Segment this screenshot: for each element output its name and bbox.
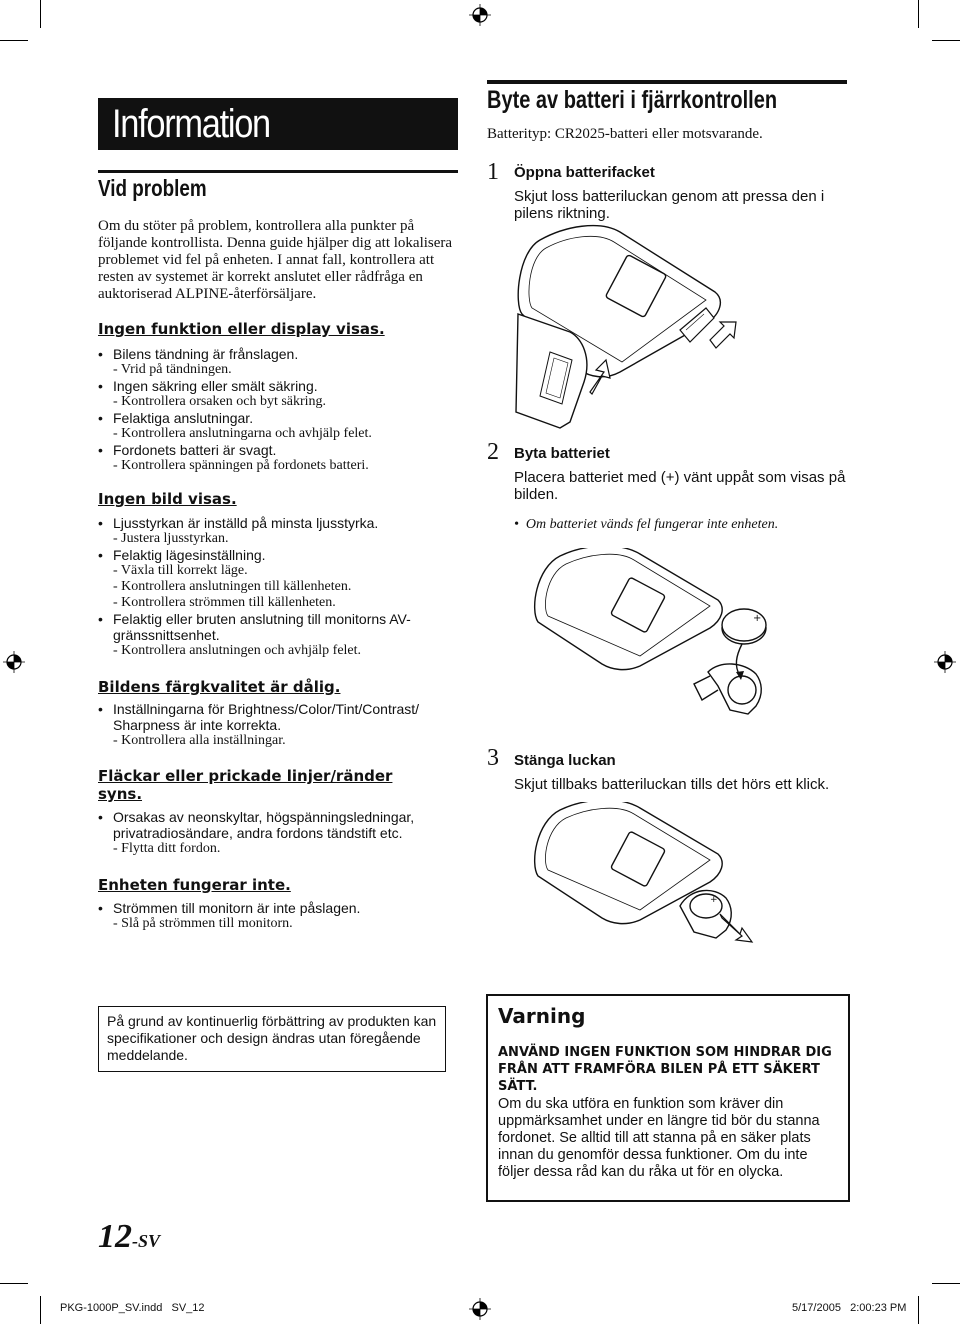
step-note	[514, 517, 778, 533]
bullet-icon: •	[514, 517, 526, 532]
remedy-item: - Kontrollera spänningen på fordonets batteri.	[113, 458, 369, 473]
problem-title: Ingen funktion eller display visas.	[98, 320, 385, 338]
page-number-suffix: -SV	[132, 1231, 161, 1251]
bullet-item: • Felaktig lägesinställning.	[113, 547, 266, 563]
plus-label: +	[753, 613, 762, 624]
remedy-item: - Slå på strömmen till monitorn.	[113, 916, 293, 931]
remedy-item: - Flytta ditt fordon.	[113, 841, 221, 856]
slug-file: PKG-1000P_SV.indd SV_12	[60, 1302, 205, 1314]
crop-mark	[932, 1283, 960, 1284]
problem-title: Enheten fungerar inte.	[98, 876, 291, 894]
step-title: Öppna batterifacket	[514, 164, 655, 181]
warning-box	[486, 994, 850, 1202]
warning-title: Varning	[498, 1004, 586, 1028]
crop-mark	[40, 0, 41, 28]
registration-mark-icon	[3, 651, 25, 673]
slug-date: 5/17/2005 2:00:23 PM	[792, 1302, 907, 1314]
problem-title: Bildens färgkvalitet är dålig.	[98, 678, 341, 696]
bullet-item: • Strömmen till monitorn är inte påslagen.	[113, 900, 360, 916]
battery-type: Batterityp: CR2025-batteri eller motsvarande.	[487, 126, 763, 142]
section-title: Information	[112, 102, 270, 146]
bullet-continuation: privatradiosändare, andra fordons tändstift etc.	[113, 825, 403, 841]
step-number: 3	[487, 745, 499, 771]
problem-title: Ingen bild visas.	[98, 490, 237, 508]
step-text: Skjut tillbaks batteriluckan tills det hörs ett klick.	[514, 776, 830, 793]
remote-open-illustration	[510, 222, 750, 432]
bullet-item: • Fordonets batteri är svagt.	[113, 442, 276, 458]
step-note-text: Om batteriet vänds fel fungerar inte enheten.	[525, 517, 779, 532]
problem-heading: Vid problem	[98, 175, 207, 201]
notice-box	[98, 1006, 446, 1072]
remote-close-illustration	[530, 802, 790, 952]
remedy-item: - Kontrollera strömmen till källenheten.	[113, 595, 336, 610]
crop-mark	[932, 40, 960, 41]
battery-heading: Byte av batteri i fjärrkontrollen	[487, 86, 778, 114]
remedy-item: - Justera ljusstyrkan.	[113, 531, 229, 546]
section-title-banner	[98, 98, 458, 150]
remedy-item: - Kontrollera anslutningen till källenheten.	[113, 579, 352, 594]
bullet-item: • Felaktiga anslutningar.	[113, 410, 253, 426]
warning-body: Om du ska utföra en funktion som kräver din uppmärksamhet under en längre tid bör du stanna fordonet. Se alltid till att stanna på en säker plats innan du genomför dessa funktioner. Om du inte följer dessa råd kan du råka ut för en olycka.	[498, 1096, 820, 1180]
bullet-item: • Bilens tändning är frånslagen.	[113, 346, 298, 362]
step-text: Placera batteriet med (+) vänt uppåt som visas på bilden.	[514, 469, 846, 503]
bullet-item: • Felaktig eller bruten anslutning till monitorns AV-	[113, 611, 411, 627]
crop-mark	[918, 0, 919, 28]
notice-text: På grund av kontinuerlig förbättring av produkten kan specifikationer och design ändras utan föregående meddelande.	[107, 1013, 437, 1063]
registration-mark-icon	[469, 1298, 491, 1320]
step-title: Stänga luckan	[514, 752, 616, 769]
crop-mark	[40, 1296, 41, 1324]
intro-paragraph: Om du stöter på problem, kontrollera alla punkter på följande kontrollista. Denna guide hjälper dig att lokalisera problemet vid fel på enheten. I annat fall, kontrollera att resten av systemet är korrekt anslutet eller rådfråga en auktoriserad ALPINE-återförsäljare.	[98, 218, 453, 302]
warning-caps: ANVÄND INGEN FUNKTION SOM HINDRAR DIG FRÅN ATT FRAMFÖRA BILEN PÅ ETT SÄKERT SÄTT.	[498, 1045, 832, 1094]
remedy-item: - Kontrollera orsaken och byt säkring.	[113, 394, 327, 409]
step-number: 1	[487, 159, 499, 185]
bullet-item: • Orsakas av neonskyltar, högspänningsledningar,	[113, 809, 414, 825]
step-text: Skjut loss batteriluckan genom att pressa den i pilens riktning.	[514, 188, 825, 222]
problem-title: Fläckar eller prickade linjer/ränder syns.	[98, 767, 393, 803]
remedy-item: - Kontrollera alla inställningar.	[113, 733, 286, 748]
bullet-item: • Ljusstyrkan är inställd på minsta ljusstyrka.	[113, 515, 378, 531]
divider	[487, 80, 847, 84]
bullet-item: • Inställningarna för Brightness/Color/Tint/Contrast/	[113, 701, 419, 717]
page-number-value: 12	[98, 1218, 132, 1255]
remedy-item: - Växla till korrekt läge.	[113, 563, 248, 578]
plus-label: +	[710, 895, 718, 905]
step-number: 2	[487, 439, 499, 465]
battery-insert-illustration	[530, 548, 800, 718]
step-title: Byta batteriet	[514, 445, 610, 462]
registration-mark-icon	[469, 4, 491, 26]
remedy-item: - Kontrollera anslutningen och avhjälp felet.	[113, 643, 362, 658]
bullet-continuation: Sharpness är inte korrekta.	[113, 717, 282, 733]
crop-mark	[0, 1283, 28, 1284]
registration-mark-icon	[934, 651, 956, 673]
divider	[98, 170, 458, 173]
bullet-continuation: gränssnittsenhet.	[113, 627, 220, 643]
page-number	[98, 1218, 160, 1256]
crop-mark	[0, 40, 28, 41]
crop-mark	[918, 1296, 919, 1324]
remedy-item: - Kontrollera anslutningarna och avhjälp felet.	[113, 426, 372, 441]
bullet-item: • Ingen säkring eller smält säkring.	[113, 378, 318, 394]
remedy-item: - Vrid på tändningen.	[113, 362, 232, 377]
